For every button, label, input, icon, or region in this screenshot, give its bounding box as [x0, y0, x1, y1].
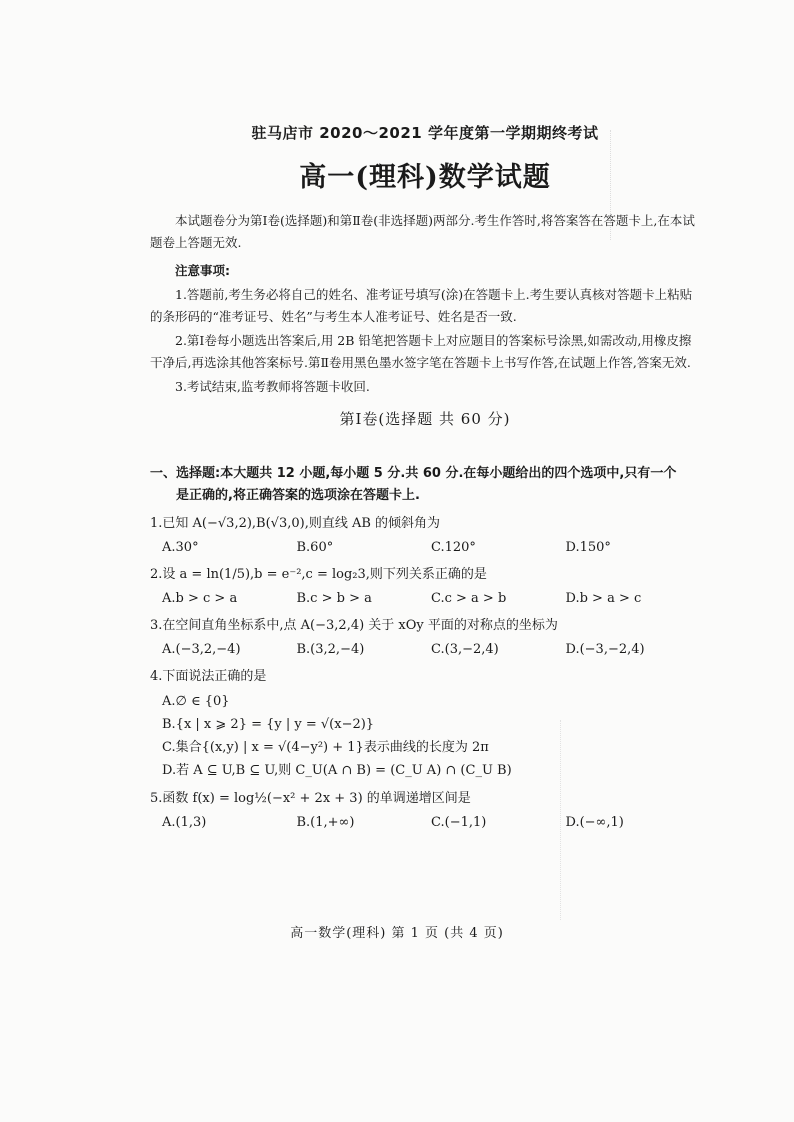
option: C.集合{(x,y) | x = √(4−y²) + 1}表示曲线的长度为 2π — [162, 740, 489, 755]
option: B.(1,+∞) — [296, 815, 355, 830]
section-heading-line: 一、选择题:本大题共 12 小题,每小题 5 分.共 60 分.在每小题给出的四个选项中,只有一个 — [150, 466, 677, 481]
option: D.150° — [565, 540, 611, 555]
option: B.{x | x ⩾ 2} = {y | y = √(x−2)} — [162, 717, 375, 732]
option: B.c > b > a — [296, 591, 372, 606]
question-stem: 4.下面说法正确的是 — [150, 669, 267, 684]
note-item: 1.答题前,考生务必将自己的姓名、准考证号填写(涂)在答题卡上.考生要认真核对答题卡上粘贴的条形码的“准考证号、姓名”与考生本人准考证号、姓名是否一致. — [150, 287, 693, 324]
intro-paragraph: 本试题卷分为第Ⅰ卷(选择题)和第Ⅱ卷(非选择题)两部分.考生作答时,将答案答在答题卡上,在本试题卷上答题无效. — [150, 213, 695, 250]
option: D.(−∞,1) — [565, 815, 624, 830]
options-row — [150, 588, 700, 609]
exam-content — [150, 122, 700, 839]
section-heading — [150, 463, 700, 507]
page-footer: 高一数学(理科) 第 1 页 (共 4 页) — [290, 926, 504, 941]
question-stem: 1.已知 A(−√3,2),B(√3,0),则直线 AB 的倾斜角为 — [150, 516, 441, 531]
option: C.c > a > b — [431, 591, 507, 606]
note-item: 3.考试结束,监考教师将答题卡收回. — [175, 379, 370, 394]
option: A.(−3,2,−4) — [162, 642, 241, 657]
option: A.30° — [162, 540, 199, 555]
section-heading-line: 是正确的,将正确答案的选项涂在答题卡上. — [176, 488, 420, 503]
question-stem: 3.在空间直角坐标系中,点 A(−3,2,4) 关于 xOy 平面的对称点的坐标为 — [150, 618, 558, 633]
option: B.(3,2,−4) — [296, 642, 365, 657]
option: A.(1,3) — [162, 815, 207, 830]
exam-title: 驻马店市 2020～2021 学年度第一学期期终考试 — [251, 124, 599, 142]
option: C.(−1,1) — [431, 815, 487, 830]
option: D.(−3,−2,4) — [565, 642, 645, 657]
option: A.∅ ∈ {0} — [162, 694, 230, 709]
notes-heading: 注意事项: — [175, 263, 230, 278]
note-item: 2.第Ⅰ卷每小题选出答案后,用 2B 铅笔把答题卡上对应题目的答案标号涂黑,如需改动,用橡皮擦干净后,再选涂其他答案标号.第Ⅱ卷用黑色墨水签字笔在答题卡上书写作答,在试题上作答,答案无效. — [150, 333, 692, 370]
option: D.若 A ⊆ U,B ⊆ U,则 C_U(A ∩ B) = (C_U A) ∩ (C_U B) — [162, 763, 512, 778]
option: B.60° — [296, 540, 334, 555]
question-stem: 5.函数 f(x) = log½(−x² + 2x + 3) 的单调递增区间是 — [150, 791, 471, 806]
subject-title: 高一(理科)数学试题 — [299, 162, 551, 193]
option: A.b > c > a — [162, 591, 238, 606]
option: C.(3,−2,4) — [431, 642, 499, 657]
question-stem: 2.设 a = ln(1/5),b = e⁻²,c = log₂3,则下列关系正确的是 — [150, 567, 487, 582]
options-list — [150, 690, 700, 782]
part-one-title: 第Ⅰ卷(选择题 共 60 分) — [339, 410, 511, 428]
options-row — [150, 639, 700, 660]
option: D.b > a > c — [565, 591, 642, 606]
options-row — [150, 537, 700, 558]
options-row — [150, 812, 700, 833]
option: C.120° — [431, 540, 476, 555]
